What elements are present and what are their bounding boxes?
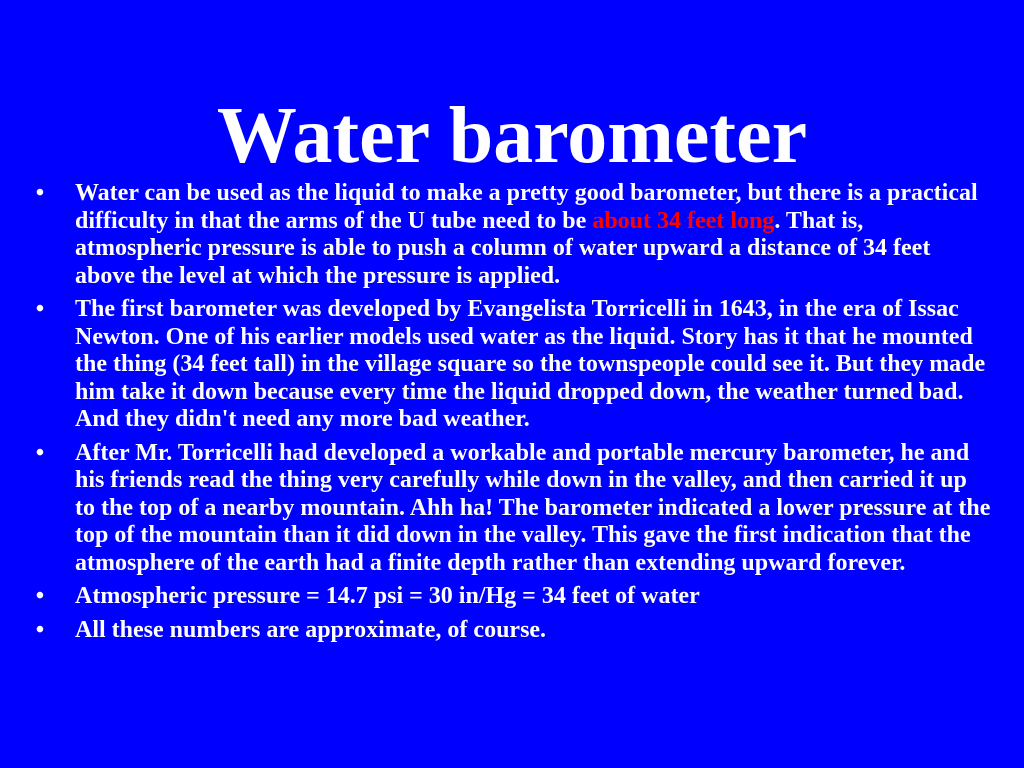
bullet-text-before: Water can be used as the liquid to make a pretty good barometer, but there is a practical difficulty in that the arms of the U tube need to be [75,180,978,234]
bullet-text: Atmospheric pressure = 14.7 psi = 30 in/Hg = 34 feet of water [75,583,700,609]
bullet-icon: • [35,439,45,466]
bullet-icon: • [35,296,45,322]
bullet-item-water-barometer [30,180,992,290]
bullet-item-atmospheric-pressure [30,583,992,611]
highlighted-text: about 34 feet long [592,207,775,234]
bullet-text-after: . That is, atmospheric pressure is able to push a column of water upward a distance of 34 feet above the level at which the pressure is applied. [75,207,931,289]
bullet-text: The first barometer was developed by Evangelista Torricelli in 1643, in the era of Issac Newton. One of his earlier models used water as the liquid. Story has it that he mounted the thing (34 feet tall) in the village square so the townspeople could see it. But they made him take it down because every time the liquid dropped down, the weather turned bad. And they didn't need any more bad weather. [75,296,986,432]
bullet-list [30,180,992,650]
bullet-icon: • [35,583,45,609]
bullet-text: After Mr. Torricelli had developed a workable and portable mercury barometer, he and his friends read the thing very carefully while down in the valley, and then carried it up to the top of a nearby mountain. Ahh ha! The barometer indicated a lower pressure at the top of the mountain than it did down in the valley. This gave the first indication that the atmosphere of the earth had a finite depth rather than extending upward forever. [75,439,991,576]
bullet-icon: • [35,180,45,206]
bullet-item-approximate [30,617,992,645]
bullet-item-mercury-barometer [30,440,992,578]
slide-title: Water barometer [216,92,808,180]
bullet-item-first-barometer [30,296,992,434]
bullet-icon: • [35,616,45,643]
bullet-text: All these numbers are approximate, of course. [75,616,547,643]
